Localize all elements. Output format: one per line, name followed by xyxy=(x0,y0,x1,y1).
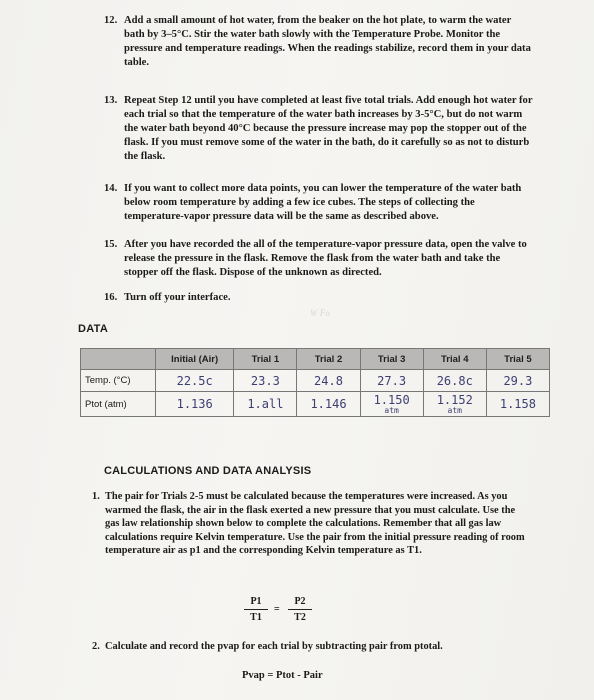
row-label-pressure: Ptot (atm) xyxy=(81,392,156,417)
step-text: Repeat Step 12 until you have completed at least five total trials. Add enough hot water for each trial so that the temperature of the water bath increases by 3-5°C, but do not warm the water bath beyond 40°C because the pressure increase may pop the stopper out of the flask. If you must remove some of the water in the bath, do it carefully so as not to disturb the flask. xyxy=(124,95,533,162)
cell-value: 1.150 xyxy=(373,393,410,407)
table-row-temperature xyxy=(81,370,550,392)
cell-value: 1.152 xyxy=(436,393,473,407)
handwritten-cell: 23.3 xyxy=(234,370,297,392)
step-12 xyxy=(104,14,534,70)
step-text: Turn off your interface. xyxy=(124,292,231,303)
table-header-cell: Trial 3 xyxy=(360,349,423,370)
step-number: 15. xyxy=(104,239,118,250)
equals-sign: = xyxy=(274,604,280,615)
calculations-heading: CALCULATIONS AND DATA ANALYSIS xyxy=(104,465,312,477)
table-header-cell: Trial 2 xyxy=(297,349,360,370)
data-heading: DATA xyxy=(78,323,109,335)
step-14 xyxy=(104,182,534,224)
calc-text: The pair for Trials 2-5 must be calculated because the temperatures were increased. As you warmed the flask, the air in the flask exerted a new pressure that you must calculate. Use the gas law relationship shown below to complete the calculations. Remember that all gas law calculations require Kelvin temperature. Use the pair from the initial pressure reading of room temperature air as p1 and the corresponding Kelvin temperature as T1. xyxy=(105,491,525,556)
calc-item-2 xyxy=(92,640,532,654)
cell-value: 1.146 xyxy=(310,397,347,411)
step-15 xyxy=(104,238,534,280)
denominator: T1 xyxy=(250,612,262,623)
step-number: 12. xyxy=(104,15,118,26)
step-13 xyxy=(104,94,534,164)
handwritten-cell xyxy=(360,392,423,417)
handwritten-cell xyxy=(234,392,297,417)
table-header-row xyxy=(81,349,550,370)
table-header-cell: Trial 5 xyxy=(486,349,549,370)
calc-item-1 xyxy=(92,490,532,558)
vapor-pressure-formula: Pvap = Ptot - Pair xyxy=(242,670,323,681)
step-text: If you want to collect more data points, you can lower the temperature of the water bath below room temperature by adding a few ice cubes. The steps of collecting the temperature-vapor pressure data will be the same as described above. xyxy=(124,183,522,222)
numerator: P1 xyxy=(244,596,268,610)
cell-value: 1.158 xyxy=(499,397,536,411)
calc-number: 2. xyxy=(92,641,100,652)
table-header-cell: Trial 4 xyxy=(423,349,486,370)
calc-text: Calculate and record the pvap for each trial by subtracting pair from ptotal. xyxy=(105,641,443,652)
handwritten-cell: 22.5c xyxy=(156,370,234,392)
data-table xyxy=(80,348,550,417)
numerator: P2 xyxy=(288,596,312,610)
cell-unit: atm xyxy=(447,406,462,415)
table-header-cell: Trial 1 xyxy=(234,349,297,370)
faint-pencil-marks: W Fo xyxy=(310,308,330,318)
step-text: After you have recorded the all of the temperature-vapor pressure data, open the valve to release the pressure in the flask. Remove the flask from the water bath and take the stopper off the flask. Dispose of the unknown as directed. xyxy=(124,239,527,278)
table-header-cell xyxy=(81,349,156,370)
handwritten-cell: 27.3 xyxy=(360,370,423,392)
row-label-temp: Temp. (°C) xyxy=(81,370,156,392)
table-row-pressure xyxy=(81,392,550,417)
formula-fraction-left xyxy=(244,596,268,623)
handwritten-cell xyxy=(423,392,486,417)
handwritten-cell xyxy=(486,392,549,417)
handwritten-cell: 29.3 xyxy=(486,370,549,392)
table-header-cell: Initial (Air) xyxy=(156,349,234,370)
cell-value: 1.136 xyxy=(176,397,213,411)
step-16 xyxy=(104,291,534,305)
step-text: Add a small amount of hot water, from the beaker on the hot plate, to warm the water bath by 3–5°C. Stir the water bath slowly with the Temperature Probe. Monitor the pressure and temperature readings. When the readings stabilize, record them in your data table. xyxy=(124,15,531,68)
handwritten-cell: 24.8 xyxy=(297,370,360,392)
formula-fraction-right xyxy=(288,596,312,623)
calc-number: 1. xyxy=(92,491,100,502)
denominator: T2 xyxy=(294,612,306,623)
handwritten-cell: 26.8c xyxy=(423,370,486,392)
handwritten-cell xyxy=(297,392,360,417)
cell-unit: atm xyxy=(384,406,399,415)
cell-value: 1.all xyxy=(247,397,284,411)
step-number: 14. xyxy=(104,183,118,194)
step-number: 16. xyxy=(104,292,118,303)
handwritten-cell xyxy=(156,392,234,417)
step-number: 13. xyxy=(104,95,118,106)
